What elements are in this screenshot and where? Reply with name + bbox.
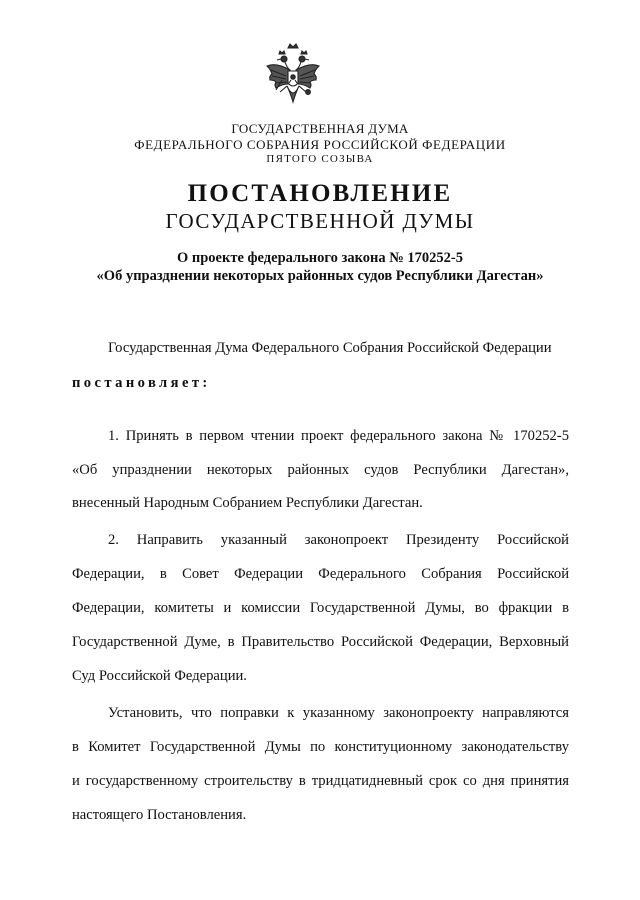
preamble-text: Государственная Дума Федерального Собрания Российской Федерации <box>108 340 552 356</box>
convocation-line: ПЯТОГО СОЗЫВА <box>266 153 374 165</box>
double-headed-eagle-emblem-icon <box>262 40 324 112</box>
item2-line: Федерации, в Совет Федерации Федерального Собрания Российской <box>72 566 569 582</box>
resolves-text: постановляет: <box>72 375 211 391</box>
subject-line-2: «Об упразднении некоторых районных судов Республики Дагестан» <box>96 268 544 284</box>
item1-line: внесенный Народным Собранием Республики Дагестан. <box>72 495 423 511</box>
item3-line: и государственному строительству в тридцатидневный срок со дня принятия <box>72 773 569 789</box>
document-type-title: ПОСТАНОВЛЕНИЕ <box>187 180 453 207</box>
document-org-title: ГОСУДАРСТВЕННОЙ ДУМЫ <box>165 209 475 233</box>
org-name-line-2: ФЕДЕРАЛЬНОГО СОБРАНИЯ РОССИЙСКОЙ ФЕДЕРАЦИИ <box>134 137 506 152</box>
item1-line: «Об упразднении некоторых районных судов Республики Дагестан», <box>72 462 569 478</box>
subject-line-1: О проекте федерального закона № 170252-5 <box>176 250 464 266</box>
item3-line: настоящего Постановления. <box>72 807 247 823</box>
item2-line: Государственной Думе, в Правительство Российской Федерации, Верховный <box>72 634 569 650</box>
item2-line: 2. Направить указанный законопроект Президенту Российской <box>108 532 569 548</box>
item3-line: в Комитет Государственной Думы по конституционному законодательству <box>72 739 569 755</box>
org-name-line-1: ГОСУДАРСТВЕННАЯ ДУМА <box>231 121 409 136</box>
item1-line: 1. Принять в первом чтении проект федерального закона № 170252-5 <box>108 428 569 444</box>
item3-line: Установить, что поправки к указанному законопроекту направляются <box>108 705 569 721</box>
item2-line: Суд Российской Федерации. <box>72 668 247 684</box>
item2-line: Федерации, комитеты и комиссии Государственной Думы, во фракции в <box>72 600 569 616</box>
